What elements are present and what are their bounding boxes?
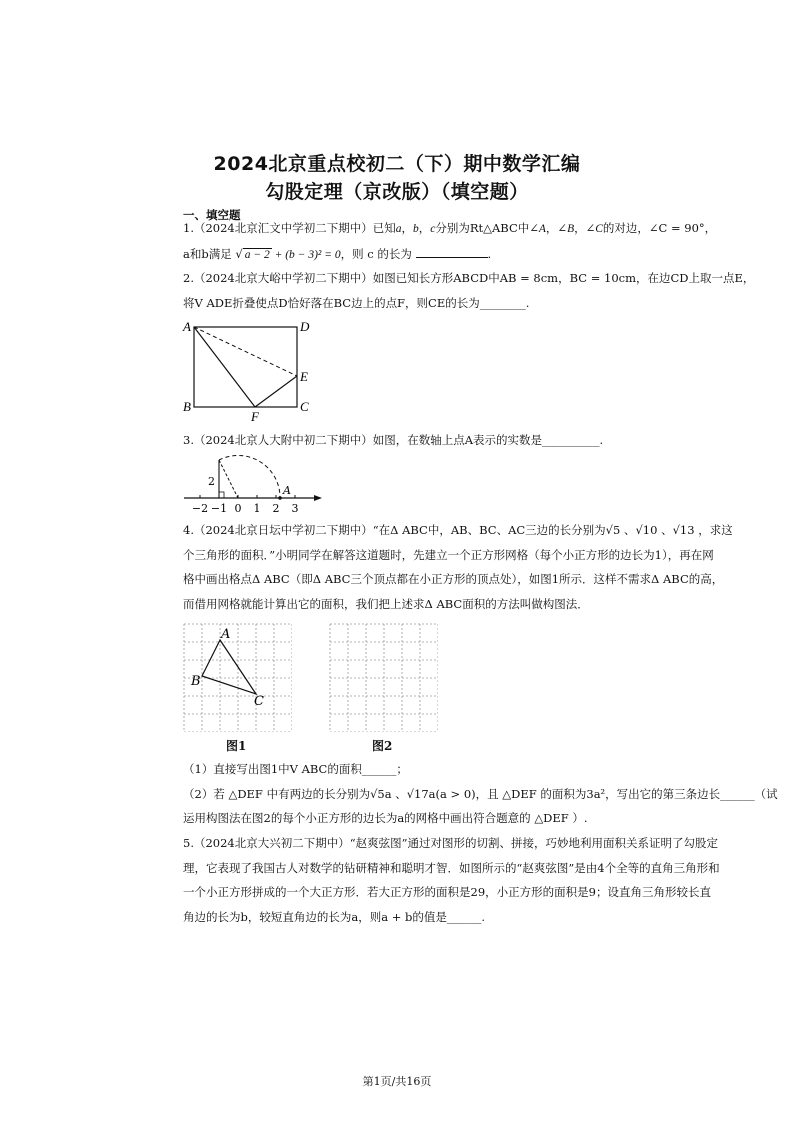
q4-sub1: （1）直接写出图1中V ABC的面积______； xyxy=(183,762,408,776)
q3-line1: 3.（2024北京人大附中初二下期中）如图，在数轴上点A表示的实数是__________. xyxy=(183,433,604,447)
q1-line2-prefix: a和b满足 xyxy=(183,246,232,261)
q1-expr-rest: + (b − 3)² = 0 xyxy=(271,248,341,261)
q1-sep3: ，∠ xyxy=(545,221,568,235)
q3-tick-label: −1 xyxy=(210,502,228,515)
q2-segment-af xyxy=(194,327,255,407)
q1-line2-suffix: ，则 c 的长为 xyxy=(340,246,412,261)
q4-sub2-line1: （2）若 △DEF 中有两边的长分别为√5a 、√17a(a > 0)，且 △DEF 的面积为3a²，写出它的第三条边长______（试 xyxy=(183,786,778,801)
q2-fold-line-ae xyxy=(194,327,297,376)
q3-height-label: 2 xyxy=(208,475,215,488)
q4-line4: 而借用网格就能计算出它的面积，我们把上述求Δ ABC面积的方法叫做构图法． xyxy=(183,596,589,611)
q5-line3: 一个小正方形拼成的一个大正方形．若大正方形的面积是29，小正方形的面积是9；设直角三角形较长直 xyxy=(183,885,711,899)
question-5 xyxy=(183,831,720,929)
q5-line1: 5.（2024北京大兴初二下期中）“赵爽弦图”通过对图形的切割、拼接，巧妙地利用面积关系证明了勾股定 xyxy=(183,836,718,850)
q2-label-d: D xyxy=(300,319,310,334)
q2-label-e: E xyxy=(300,369,308,384)
q3-tick-label: 1 xyxy=(253,502,261,515)
q3-right-angle-mark xyxy=(219,492,224,498)
q3-number-line-figure xyxy=(180,452,330,516)
q4-figure-2-grid xyxy=(328,622,438,732)
question-4 xyxy=(183,518,733,616)
q1-suffix: 的对边，∠C = 90°， xyxy=(602,221,717,235)
q3-axis-arrow-icon xyxy=(314,495,322,501)
document-title: 2024北京重点校初二（下）期中数学汇编 xyxy=(213,153,581,175)
q4-triangle-abc xyxy=(202,640,256,694)
q4-label-c: C xyxy=(254,694,264,709)
q1-var-a: a xyxy=(395,223,402,235)
q3-arc xyxy=(219,455,280,498)
q4-line2: 个三角形的面积．”小明同学在解答这道题时，先建立一个正方形网格（每个小正方形的边长为1），再在网 xyxy=(183,547,714,562)
document-subtitle: 勾股定理（京改版）（填空题） xyxy=(265,181,529,203)
q1-line2: a和b满足 √ a − 2 + (b − 3)² = 0，则 c 的长为 . xyxy=(183,242,613,268)
q4-grid-2-lines xyxy=(330,624,438,732)
q4-figure-1-caption: 图1 xyxy=(226,739,247,753)
q2-line2: 将V ADE折叠使点D恰好落在BC边上的点F，则CE的长为________. xyxy=(183,295,530,310)
q1-line1 xyxy=(183,216,717,242)
section-heading: 一、填空题 xyxy=(183,208,241,222)
q3-tick-label: 3 xyxy=(291,502,299,515)
q4-figure-1-grid xyxy=(182,622,292,732)
q2-label-f: F xyxy=(251,409,259,424)
q3-point-label: A xyxy=(283,484,291,497)
page-footer: 第1页/共16页 xyxy=(362,1075,432,1088)
q1-angle-a: A xyxy=(538,223,546,235)
q5-line4: 角边的长为b，较短直角边的长为a，则a + b的值是______. xyxy=(183,909,486,924)
q3-tick-label: −2 xyxy=(191,502,209,515)
q2-rectangle-figure xyxy=(180,318,320,424)
q3-point-a xyxy=(278,496,282,500)
q1-var-b: b xyxy=(413,223,419,235)
question-4-subparts xyxy=(183,757,778,831)
q4-line3: 格中画出格点Δ ABC（即Δ ABC三个顶点都在小正方形的顶点处），如图1所示．这样不需求Δ ABC的高， xyxy=(183,572,724,586)
question-3 xyxy=(183,428,613,453)
q2-label-a: A xyxy=(183,319,191,334)
q1-answer-blank[interactable] xyxy=(416,243,488,258)
q2-line1: 2.（2024北京大峪中学初二下期中）如图已知长方形ABCD中AB = 8cm，BC = 10cm，在边CD上取一点E， xyxy=(183,271,755,285)
q4-label-b: B xyxy=(191,674,201,689)
q1-sep1: ， xyxy=(401,221,413,235)
q3-tick-label: 0 xyxy=(234,502,242,515)
q5-line2: 理，它表现了我国古人对数学的钻研精神和聪明才智．如图所示的“赵爽弦图”是由4个全等的直角三角形和 xyxy=(183,860,720,875)
q4-sub2-line2: 运用构图法在图2的每个小正方形的边长为a的网格中画出符合题意的 △DEF ）. xyxy=(183,811,588,825)
q3-tick-labels xyxy=(192,502,299,515)
q1-sep2: ， xyxy=(418,221,431,235)
q1-prefix: 1.（2024北京汇文中学初二下期中）已知 xyxy=(183,221,396,235)
question-2 xyxy=(183,266,755,315)
q1-sep4: ，∠ xyxy=(574,221,596,235)
q1-radicand: a − 2 xyxy=(244,248,270,261)
q3-tick-label: 2 xyxy=(272,502,280,515)
q1-var-c: c xyxy=(430,223,436,235)
q2-label-c: C xyxy=(300,399,309,414)
q1-angle-c: C xyxy=(595,223,603,235)
q2-segment-fe xyxy=(255,376,297,407)
q4-figure-2-caption: 图2 xyxy=(372,739,393,753)
q4-label-a: A xyxy=(221,627,231,642)
q1-mid: 分别为Rt△ABC中∠ xyxy=(435,221,539,235)
question-1 xyxy=(183,216,717,267)
q4-line1: 4.（2024北京日坛中学初二下期中）“在Δ ABC中，AB、BC、AC三边的长分别为√5 、√10 、√13 ，求这 xyxy=(183,523,733,537)
q1-angle-b: B xyxy=(567,223,575,235)
q2-label-b: B xyxy=(183,399,191,414)
